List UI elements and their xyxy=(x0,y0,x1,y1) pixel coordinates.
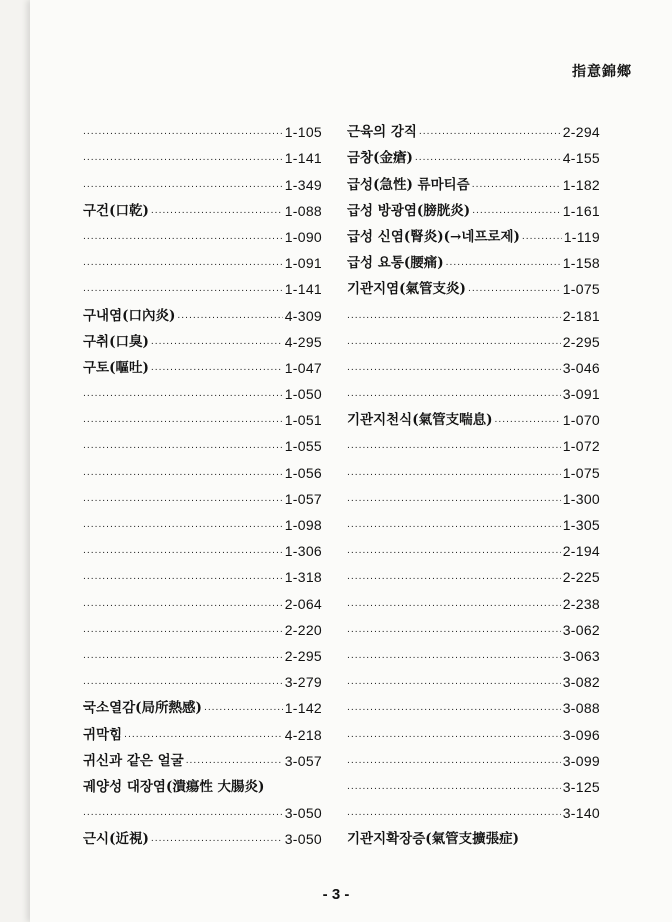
dot-leader xyxy=(347,439,561,453)
index-entry xyxy=(347,455,600,481)
index-entry xyxy=(347,351,600,377)
index-page-ref: 3-099 xyxy=(562,752,600,769)
dot-leader xyxy=(124,728,283,742)
index-page-ref: 1-090 xyxy=(284,228,322,245)
dot-leader xyxy=(83,439,283,453)
index-page-ref: 3-125 xyxy=(562,778,600,795)
dot-leader xyxy=(83,570,283,584)
index-column-left xyxy=(83,115,322,848)
dot-leader xyxy=(83,806,283,820)
dot-leader xyxy=(83,413,283,427)
index-entry xyxy=(347,246,600,272)
dot-leader xyxy=(83,282,283,296)
index-entry xyxy=(83,613,322,639)
dot-leader xyxy=(472,178,561,192)
index-term: 급성(急性) 류마티즘 xyxy=(347,176,470,193)
index-entry xyxy=(83,298,322,324)
index-term: 급성 신염(腎炎)(→네프로제) xyxy=(347,228,520,245)
index-entry xyxy=(347,194,600,220)
index-page-ref: 2-295 xyxy=(562,333,600,350)
index-page-ref: 3-096 xyxy=(562,726,600,743)
page-number: - 3 - xyxy=(322,886,350,903)
index-page-ref: 3-091 xyxy=(562,386,600,403)
index-page-ref: 1-142 xyxy=(284,700,322,717)
index-page-ref: 1-305 xyxy=(562,517,600,533)
index-page-ref: 3-088 xyxy=(562,700,600,717)
index-entry xyxy=(83,691,322,717)
index-entry xyxy=(347,560,600,586)
index-page-ref: 1-088 xyxy=(284,202,322,219)
index-entry xyxy=(347,691,600,717)
dot-leader xyxy=(83,151,283,165)
index-entry xyxy=(347,744,600,770)
index-term: 구취(口臭) xyxy=(83,333,149,350)
index-page-ref: 1-300 xyxy=(562,490,600,507)
index-entry xyxy=(347,141,600,167)
dot-leader xyxy=(83,466,283,480)
index-term: 근시(近視) xyxy=(83,831,149,848)
index-term: 국소열감(局所熱感) xyxy=(83,700,202,717)
dot-leader xyxy=(494,413,560,427)
dot-leader xyxy=(347,361,561,375)
dot-leader xyxy=(83,649,283,663)
index-entry xyxy=(347,613,600,639)
index-entry xyxy=(83,246,322,272)
index-term: 귀신과 같은 얼굴 xyxy=(83,752,184,769)
index-page-ref: 3-062 xyxy=(562,621,600,638)
dot-leader xyxy=(468,282,561,296)
index-page-ref: 1-056 xyxy=(284,464,322,481)
index-page-ref: 1-318 xyxy=(284,569,322,586)
dot-leader xyxy=(204,701,283,715)
dot-leader xyxy=(347,335,561,349)
index-entry xyxy=(83,194,322,220)
index-page-ref: 3-046 xyxy=(562,359,600,376)
index-term: 구토(嘔吐) xyxy=(83,359,149,376)
index-column-right xyxy=(347,115,600,848)
index-page-ref: 1-091 xyxy=(284,255,322,272)
index-page-ref: 4-295 xyxy=(284,333,322,350)
dot-leader xyxy=(347,649,561,663)
index-page-ref: 1-161 xyxy=(562,202,600,219)
index-page-ref: 1-119 xyxy=(563,228,600,245)
index-entry xyxy=(347,586,600,612)
index-entry xyxy=(83,534,322,560)
index-entry xyxy=(83,586,322,612)
index-entry xyxy=(347,717,600,743)
index-page-ref: 4-218 xyxy=(284,726,322,743)
index-term: 구내염(口內炎) xyxy=(83,307,176,324)
dot-leader xyxy=(83,544,283,558)
dot-leader xyxy=(347,518,561,532)
index-page-ref: 1-182 xyxy=(562,176,600,193)
dot-leader xyxy=(83,597,283,611)
index-page-ref: 1-141 xyxy=(284,150,322,167)
dot-leader xyxy=(347,780,561,794)
index-page-ref: 1-055 xyxy=(284,438,322,455)
index-page-ref: 2-225 xyxy=(562,569,600,586)
index-entry xyxy=(83,429,322,455)
index-page-ref: 1-051 xyxy=(284,412,322,429)
index-term: 금창(金瘡) xyxy=(347,150,413,167)
dot-leader xyxy=(347,309,561,323)
index-page-ref: 1-075 xyxy=(562,464,600,481)
index-page-ref: 3-082 xyxy=(562,674,600,691)
dot-leader xyxy=(83,623,283,637)
index-entry xyxy=(347,298,600,324)
index-entry xyxy=(347,796,600,822)
index-page-ref: 4-309 xyxy=(284,307,322,324)
index-page-ref: 2-220 xyxy=(284,621,322,638)
index-page-ref: 3-050 xyxy=(284,805,322,822)
index-page-ref: 3-057 xyxy=(284,752,322,769)
index-term: 급성 방광염(膀胱炎) xyxy=(347,202,471,219)
index-entry xyxy=(347,429,600,455)
dot-leader xyxy=(83,675,283,689)
dot-leader xyxy=(151,832,283,846)
index-term: 귀막힘 xyxy=(83,726,123,743)
index-page-ref: 2-295 xyxy=(284,647,322,664)
dot-leader xyxy=(83,518,283,532)
dot-leader xyxy=(347,544,561,558)
dot-leader xyxy=(347,806,561,820)
running-header: 指意錦鄉 xyxy=(572,64,632,80)
dot-leader xyxy=(446,256,561,270)
dot-leader xyxy=(347,675,561,689)
index-entry xyxy=(347,822,600,848)
dot-leader xyxy=(177,309,282,323)
index-page-ref: 1-158 xyxy=(562,255,600,272)
index-entry xyxy=(83,822,322,848)
index-entry xyxy=(347,220,600,246)
dot-leader xyxy=(83,492,283,506)
index-entry xyxy=(347,770,600,796)
dot-leader xyxy=(347,570,561,584)
index-page-ref: 1-075 xyxy=(562,281,600,298)
dot-leader xyxy=(347,728,561,742)
index-page-ref: 2-294 xyxy=(562,124,600,141)
index-entry xyxy=(83,272,322,298)
index-page-ref: 4-155 xyxy=(562,150,600,167)
index-entry xyxy=(83,220,322,246)
dot-leader xyxy=(347,387,561,401)
index-page-ref: 2-194 xyxy=(562,543,600,560)
dot-leader xyxy=(186,754,283,768)
index-entry xyxy=(83,455,322,481)
index-entry xyxy=(83,665,322,691)
index-entry xyxy=(83,770,322,796)
dot-leader xyxy=(347,754,561,768)
index-entry xyxy=(83,351,322,377)
index-entry xyxy=(347,115,600,141)
index-entry xyxy=(347,377,600,403)
index-entry xyxy=(347,639,600,665)
index-term: 기관지천식(氣管支喘息) xyxy=(347,412,493,429)
dot-leader xyxy=(347,701,561,715)
index-page-ref: 3-140 xyxy=(562,805,600,822)
dot-leader xyxy=(347,466,561,480)
index-term: 급성 요통(腰痛) xyxy=(347,255,444,272)
dot-leader xyxy=(347,597,561,611)
index-page-ref: 2-238 xyxy=(562,595,600,612)
dot-leader xyxy=(347,623,561,637)
index-page-ref: 1-050 xyxy=(284,386,322,403)
index-entry xyxy=(83,508,322,534)
dot-leader xyxy=(83,178,283,192)
index-entry xyxy=(83,403,322,429)
index-entry xyxy=(83,560,322,586)
index-page-ref: 1-098 xyxy=(284,517,322,533)
index-entry xyxy=(347,272,600,298)
index-entry xyxy=(83,639,322,665)
index-entry xyxy=(83,482,322,508)
index-term: 근육의 강직 xyxy=(347,124,417,141)
dot-leader xyxy=(83,387,283,401)
index-entry xyxy=(83,325,322,351)
index-page-ref: 2-181 xyxy=(562,307,600,324)
index-entry xyxy=(83,377,322,403)
dot-leader xyxy=(151,204,283,218)
dot-leader xyxy=(83,256,283,270)
dot-leader xyxy=(151,335,283,349)
index-page-ref: 3-063 xyxy=(562,647,600,664)
index-page-ref: 1-306 xyxy=(284,543,322,560)
dot-leader xyxy=(347,492,561,506)
index-entry xyxy=(347,665,600,691)
index-term: 궤양성 대장염(潰瘍性 大腸炎) xyxy=(83,778,265,795)
dot-leader xyxy=(522,230,562,244)
index-page-ref: 3-050 xyxy=(284,831,322,848)
dot-leader xyxy=(415,151,561,165)
index-entry xyxy=(347,167,600,193)
index-entry xyxy=(83,717,322,743)
index-page-ref: 1-072 xyxy=(562,438,600,455)
dot-leader xyxy=(83,125,283,139)
dot-leader xyxy=(472,204,561,218)
index-entry xyxy=(347,325,600,351)
index-page-ref: 3-279 xyxy=(284,674,322,691)
dot-leader xyxy=(83,230,283,244)
index-term: 기관지염(氣管支炎) xyxy=(347,281,466,298)
index-page-ref: 1-057 xyxy=(284,490,322,507)
index-entry xyxy=(347,482,600,508)
dot-leader xyxy=(419,125,561,139)
index-term: 구건(口乾) xyxy=(83,202,149,219)
index-entry xyxy=(347,534,600,560)
dot-leader xyxy=(151,361,283,375)
index-page-ref: 1-105 xyxy=(284,124,322,141)
index-page-ref: 1-349 xyxy=(284,176,322,193)
index-entry xyxy=(83,796,322,822)
index-page-ref: 2-064 xyxy=(284,595,322,612)
index-entry xyxy=(83,744,322,770)
index-page-ref: 1-141 xyxy=(284,281,322,298)
index-entry xyxy=(83,115,322,141)
index-entry xyxy=(83,167,322,193)
index-entry xyxy=(83,141,322,167)
index-entry xyxy=(347,508,600,534)
index-term: 기관지확장증(氣管支擴張症) xyxy=(347,831,520,848)
index-page-ref: 1-070 xyxy=(562,412,600,429)
index-page-ref: 1-047 xyxy=(284,359,322,376)
index-entry xyxy=(347,403,600,429)
